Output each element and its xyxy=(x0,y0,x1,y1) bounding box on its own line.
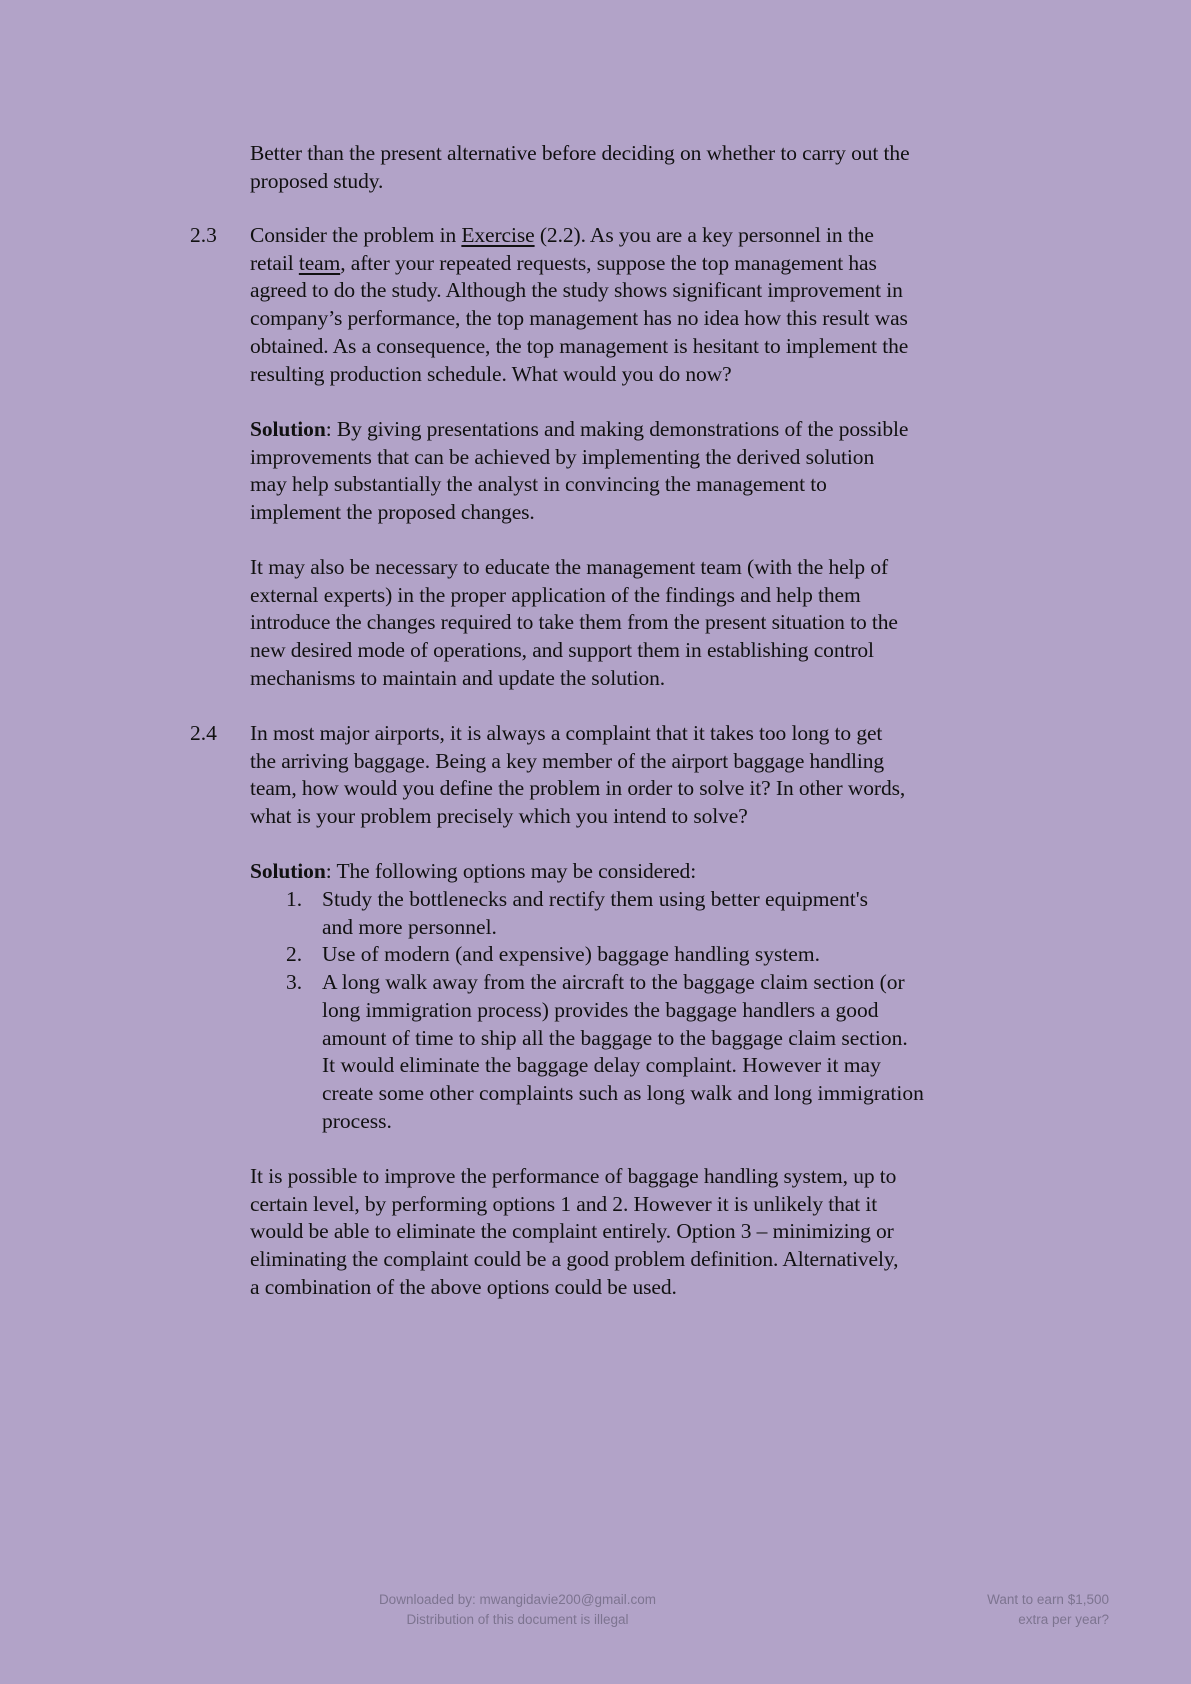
text-line: Consider the problem in Exercise (2.2). As you are a key personnel in the xyxy=(250,223,874,247)
distribution-warning: Distribution of this document is illegal xyxy=(406,1612,629,1627)
text-line: resulting production schedule. What would you do now? xyxy=(250,361,732,386)
text-line: obtained. As a consequence, the top management is hesitant to implement the xyxy=(250,333,909,358)
promo-line-2[interactable]: extra per year? xyxy=(1018,1612,1109,1627)
text-line: the arriving baggage. Being a key member of the airport baggage handling xyxy=(250,748,884,773)
text-line: new desired mode of operations, and support them in establishing control xyxy=(250,638,874,663)
text-line: certain level, by performing options 1 and 2. However it is unlikely that it xyxy=(250,1191,878,1216)
text-line: Use of modern (and expensive) baggage handling system. xyxy=(322,942,820,967)
text-line: agreed to do the study. Although the study shows significant improvement in xyxy=(250,278,903,303)
text-line: process. xyxy=(322,1108,392,1133)
text-line: improvements that can be achieved by implementing the derived solution xyxy=(250,444,875,469)
text-line: In most major airports, it is always a complaint that it takes too long to get xyxy=(250,721,883,745)
text-line: Solution: The following options may be considered: xyxy=(250,859,697,883)
list-item xyxy=(286,941,996,969)
options-list xyxy=(286,886,996,1135)
question-2-3 xyxy=(250,222,990,388)
text-line: team, how would you define the problem in order to solve it? In other words, xyxy=(250,776,906,801)
list-item xyxy=(286,969,996,1135)
question-number-2-3: 2.3 xyxy=(190,223,217,247)
text-line: create some other complaints such as long walk and long immigration xyxy=(322,1080,924,1105)
text-line: Study the bottlenecks and rectify them using better equipment's xyxy=(322,887,869,911)
text-line: mechanisms to maintain and update the solution. xyxy=(250,665,666,690)
text-line: It would eliminate the baggage delay complaint. However it may xyxy=(322,1053,881,1078)
text-line: Better than the present alternative before deciding on whether to carry out the xyxy=(250,141,910,165)
text-line: may help substantially the analyst in convincing the management to xyxy=(250,472,827,497)
text-line: eliminating the complaint could be a good problem definition. Alternatively, xyxy=(250,1247,899,1272)
text-line: a combination of the above options could be used. xyxy=(250,1274,677,1299)
promo-link[interactable] xyxy=(900,1590,1109,1630)
solution-2-4 xyxy=(250,858,990,886)
text-line: external experts) in the proper application of the findings and help them xyxy=(250,582,861,607)
text-line: long immigration process) provides the baggage handlers a good xyxy=(322,997,879,1022)
text-line: what is your problem precisely which you intend to solve? xyxy=(250,804,748,829)
text-line: implement the proposed changes. xyxy=(250,500,535,525)
text-line: It may also be necessary to educate the management team (with the help of xyxy=(250,555,889,579)
text-line: and more personnel. xyxy=(322,914,497,939)
solution-2-3-paragraph-2 xyxy=(250,554,990,693)
list-item xyxy=(286,886,996,941)
text-line: Solution: By giving presentations and making demonstrations of the possible xyxy=(250,417,909,441)
promo-line-1[interactable]: Want to earn $1,500 xyxy=(987,1592,1109,1607)
team-link[interactable]: team xyxy=(298,250,341,275)
text-line: company’s performance, the top management has no idea how this result was xyxy=(250,306,908,331)
question-2-4 xyxy=(250,720,990,831)
solution-label: Solution xyxy=(250,859,326,883)
downloaded-by-text: Downloaded by: mwangidavie200@gmail.com xyxy=(378,1592,657,1607)
text-line: It is possible to improve the performance of baggage handling system, up to xyxy=(250,1164,897,1188)
text-line: amount of time to ship all the baggage to the baggage claim section. xyxy=(322,1025,908,1050)
list-number: 2. xyxy=(286,942,303,967)
text-line: would be able to eliminate the complaint entirely. Option 3 – minimizing or xyxy=(250,1219,894,1244)
solution-2-3 xyxy=(250,416,990,527)
download-notice xyxy=(330,1590,705,1630)
exercise-link[interactable]: Exercise xyxy=(461,223,535,247)
question-number-2-4: 2.4 xyxy=(190,721,217,745)
text-line: A long walk away from the aircraft to the baggage claim section (or xyxy=(322,970,905,995)
list-number: 3. xyxy=(286,970,303,995)
solution-label: Solution xyxy=(250,417,326,441)
list-number: 1. xyxy=(286,887,303,911)
text-line: proposed study. xyxy=(250,168,384,193)
conclusion-paragraph xyxy=(250,1163,990,1302)
text-line: introduce the changes required to take them from the present situation to the xyxy=(250,610,898,635)
text-line: retail team, after your repeated requests, suppose the top management has xyxy=(250,250,877,275)
intro-paragraph xyxy=(250,140,990,195)
